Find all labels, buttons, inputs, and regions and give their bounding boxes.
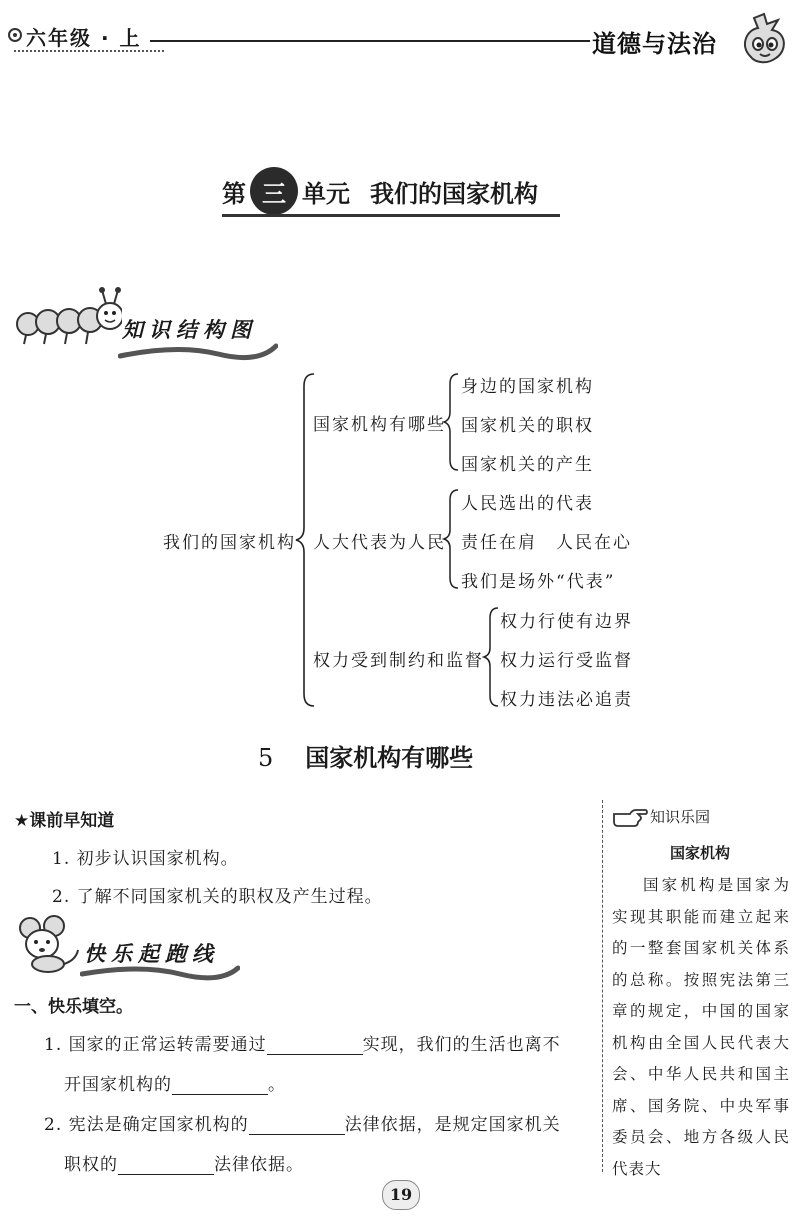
tree-root: 我们的国家机构 [163, 533, 296, 553]
question-2-line-1 [44, 1110, 561, 1135]
tree-leaf: 国家机关的职权 [461, 416, 594, 436]
exercise-heading: 一、快乐填空。 [14, 997, 133, 1017]
header-decoration-icon [6, 26, 24, 44]
lesson-title: 国家机构有哪些 [305, 744, 474, 772]
unit-prefix: 第 [222, 179, 246, 208]
banner-swoosh [80, 962, 240, 984]
unit-underline [222, 214, 560, 217]
pointing-hand-icon [612, 804, 648, 830]
preview-heading: ★课前早知道 [14, 811, 115, 831]
unit-suffix: 单元 [302, 179, 350, 208]
mouse-icon [14, 914, 82, 974]
happy-line-banner: 快乐起跑线 [84, 941, 219, 966]
header-dotted-line [14, 50, 164, 52]
tree-branch-3: 权力受到制约和监督 [313, 651, 484, 671]
unit-heading [222, 163, 538, 219]
subject-title: 道德与法治 [592, 30, 717, 58]
preview-item: 2. 了解不同国家机关的职权及产生过程。 [52, 887, 383, 907]
answer-blank[interactable] [249, 1116, 345, 1135]
tree-leaf: 权力运行受监督 [500, 651, 633, 671]
question-text: 法律依据。 [214, 1155, 304, 1175]
tree-leaf: 权力行使有边界 [500, 612, 633, 632]
question-text: 实现，我们的生活也离不 [362, 1035, 561, 1055]
question-text: 1. 国家的正常运转需要通过 [44, 1035, 267, 1055]
question-2-line-2 [64, 1150, 304, 1175]
question-1-line-2 [64, 1070, 286, 1095]
tree-leaf: 责任在肩 人民在心 [461, 533, 632, 553]
preview-item: 1. 初步认识国家机构。 [52, 849, 239, 869]
lesson-number: 5 [258, 744, 274, 772]
sidebar-heading: 知识乐园 [650, 808, 711, 826]
question-1-line-1 [44, 1030, 561, 1055]
question-text: 。 [268, 1075, 286, 1095]
mascot-icon [734, 10, 794, 70]
tree-branch-2: 人大代表为人民 [313, 533, 446, 553]
tree-leaf: 权力违法必追责 [500, 690, 633, 710]
tree-leaf: 人民选出的代表 [461, 494, 594, 514]
question-text: 开国家机构的 [64, 1075, 172, 1095]
answer-blank[interactable] [267, 1036, 363, 1055]
question-text: 法律依据，是规定国家机关 [344, 1115, 561, 1135]
banner-swoosh [118, 340, 278, 364]
tree-leaf: 我们是场外“代表” [461, 572, 616, 592]
knowledge-map-banner: 知识结构图 [122, 317, 257, 342]
grade-label: 六年级 · 上 [26, 26, 142, 50]
question-text: 2. 宪法是确定国家机构的 [44, 1115, 249, 1135]
lesson-heading [258, 738, 473, 773]
question-text: 职权的 [64, 1155, 118, 1175]
unit-number-badge: 三 [250, 167, 298, 215]
tree-leaf: 国家机关的产生 [461, 455, 594, 475]
answer-blank[interactable] [172, 1076, 268, 1095]
sidebar-subtitle: 国家机构 [669, 844, 730, 862]
caterpillar-icon [12, 286, 122, 352]
sidebar-body: 国家机构是国家为实现其职能而建立起来的一整套国家机关体系的总称。按照宪法第三章的规定，中国的国家机构由全国人民代表大会、中华人民共和国主席、国务院、中央军事委员会、地方各级人民代表大 [612, 876, 790, 1178]
header-rule [150, 40, 590, 42]
unit-title: 我们的国家机构 [370, 179, 538, 208]
page-number: 19 [382, 1180, 420, 1210]
answer-blank[interactable] [118, 1156, 214, 1175]
tree-leaf: 身边的国家机构 [461, 377, 594, 397]
tree-branch-1: 国家机构有哪些 [313, 415, 446, 435]
